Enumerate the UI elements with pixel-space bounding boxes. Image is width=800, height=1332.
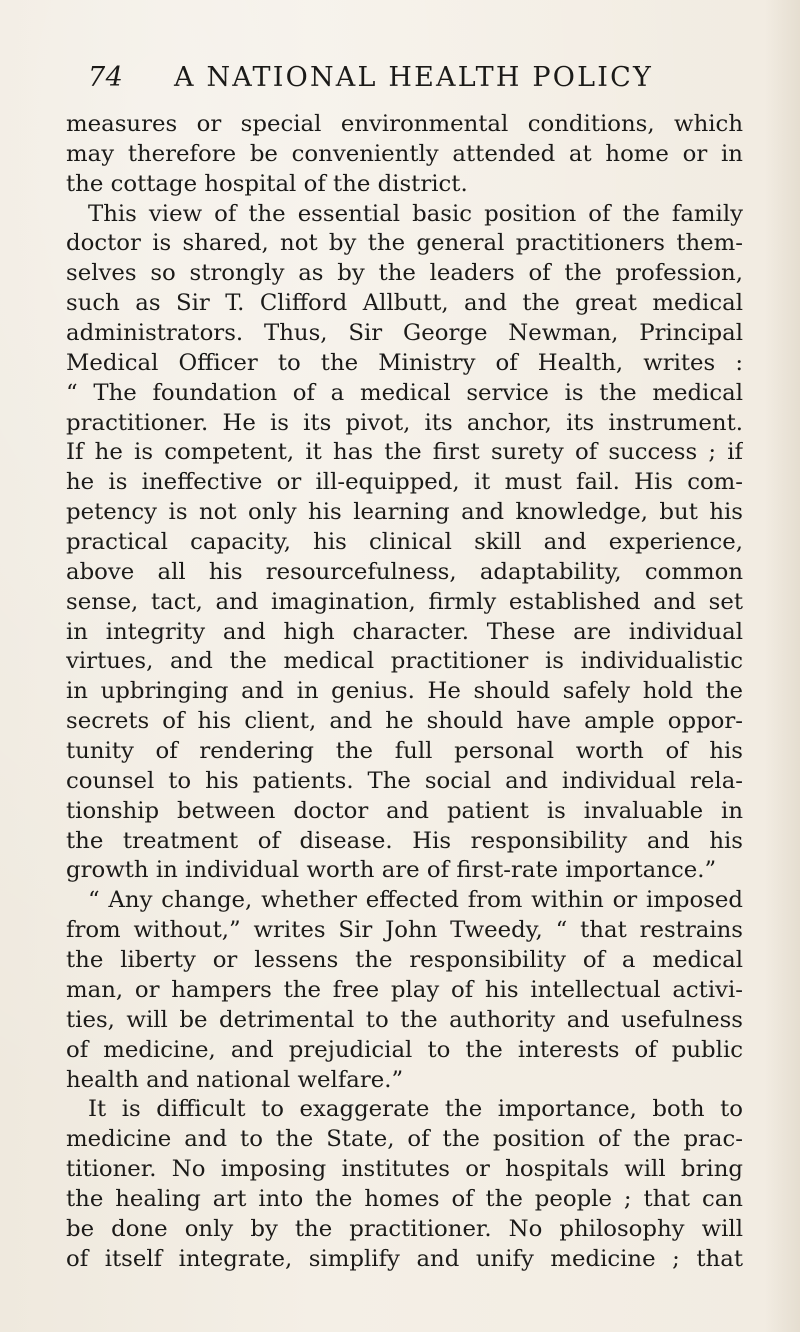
text-line: the cottage hospital of the district. <box>66 170 468 197</box>
text-line: of medicine, and prejudicial to the interests of public <box>66 1036 743 1063</box>
text-line: from without,” writes Sir John Tweedy, “ that restrains <box>66 917 743 944</box>
body-text <box>66 110 743 1275</box>
text-line: above all his resourcefulness, adaptability, common <box>66 558 743 585</box>
text-line: ties, will be detrimental to the authority and usefulness <box>66 1006 743 1033</box>
text-line: be done only by the practitioner. No philosophy will <box>66 1215 743 1242</box>
text-line: health and national welfare.” <box>66 1066 404 1093</box>
text-line: practitioner. He is its pivot, its anchor, its instrument. <box>66 409 743 436</box>
text-line: measures or special environmental conditions, which <box>66 111 743 137</box>
text-line: practical capacity, his clinical skill and experience, <box>66 529 743 556</box>
text-line: If he is competent, it has the first surety of success ; if <box>66 439 743 466</box>
text-line: sense, tact, and imagination, firmly established and set <box>66 588 743 615</box>
text-line: titioner. No imposing institutes or hospitals will bring <box>66 1156 743 1183</box>
text-line: “ The foundation of a medical service is the medical <box>66 379 743 406</box>
page-edge-shadow <box>764 0 800 1332</box>
text-line: It is difficult to exaggerate the importance, both to <box>88 1096 743 1123</box>
text-line: Medical Officer to the Ministry of Health, writes : <box>66 349 743 376</box>
text-line: tunity of rendering the full personal worth of his <box>66 738 743 765</box>
text-line: may therefore be conveniently attended at home or in <box>66 140 743 167</box>
text-line: growth in individual worth are of first-rate importance.” <box>66 857 717 884</box>
text-line: the healing art into the homes of the people ; that can <box>66 1185 743 1212</box>
text-line: in upbringing and in genius. He should safely hold the <box>66 678 743 705</box>
text-line: man, or hampers the free play of his intellectual activi- <box>66 976 743 1003</box>
text-line: the liberty or lessens the responsibility of a medical <box>66 947 743 974</box>
text-line: tionship between doctor and patient is invaluable in <box>66 797 743 824</box>
paragraph <box>66 1095 743 1274</box>
text-line: selves so strongly as by the leaders of the profession, <box>66 260 743 287</box>
page-number: 74 <box>88 62 124 93</box>
text-line: administrators. Thus, Sir George Newman, Principal <box>66 320 743 347</box>
text-line: secrets of his client, and he should have ample oppor- <box>66 708 743 735</box>
text-line: he is ineffective or ill-equipped, it must fail. His com- <box>66 469 743 496</box>
page-header <box>88 62 748 102</box>
text-line: of itself integrate, simplify and unify medicine ; that <box>66 1245 743 1272</box>
text-line: doctor is shared, not by the general practitioners them- <box>66 230 743 257</box>
text-line: medicine and to the State, of the position of the prac- <box>66 1126 743 1153</box>
text-line: the treatment of disease. His responsibility and his <box>66 827 743 854</box>
text-line: “ Any change, whether effected from within or imposed <box>88 887 743 914</box>
text-line: virtues, and the medical practitioner is individualistic <box>66 648 743 675</box>
text-line: petency is not only his learning and knowledge, but his <box>66 499 743 526</box>
text-line: such as Sir T. Clifford Allbutt, and the great medical <box>66 290 743 317</box>
paragraph <box>66 886 743 1095</box>
text-line: in integrity and high character. These are individual <box>66 618 743 645</box>
text-line: counsel to his patients. The social and individual rela- <box>66 767 743 794</box>
paragraph <box>66 110 743 200</box>
paragraph <box>66 200 743 887</box>
running-title: A NATIONAL HEALTH POLICY <box>174 62 653 93</box>
text-line: This view of the essential basic position of the family <box>88 200 743 227</box>
